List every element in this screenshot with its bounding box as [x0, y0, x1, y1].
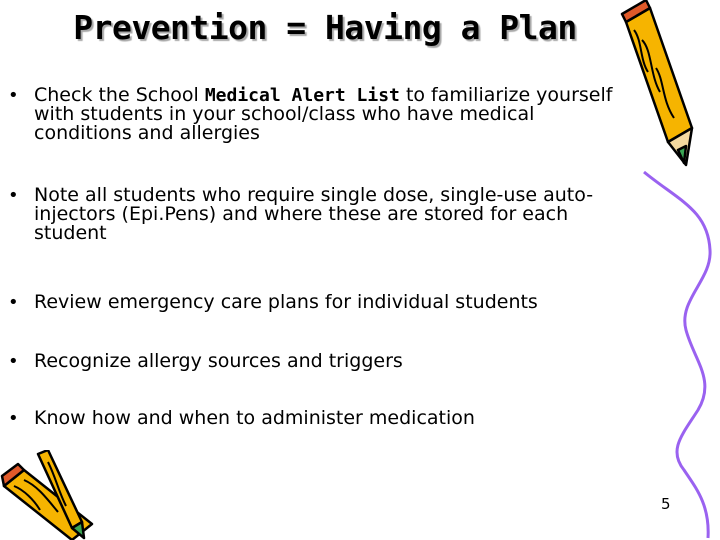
bullet-text: Check the School: [34, 84, 205, 106]
bullet-glyph: •: [8, 185, 19, 206]
bullet-text: Recognize allergy sources and triggers: [34, 350, 403, 372]
medical-alert-list-term: Medical Alert List: [204, 85, 400, 106]
bullet-item-care-plans: [8, 293, 633, 312]
pencil-bottom-left-icon: [0, 450, 115, 540]
bullet-text: Review emergency care plans for individual students: [34, 291, 538, 313]
bullet-text: to familiarize yourself with students in your school/class who have medical conditions and allergies: [34, 84, 613, 144]
page-number: 5: [661, 495, 671, 513]
bullet-item-medical-alert-list: [8, 86, 633, 143]
bullet-glyph: •: [8, 351, 19, 372]
bullet-glyph: •: [8, 408, 19, 429]
squiggle-line-icon: [638, 170, 720, 540]
page-title: Prevention = Having a Plan: [73, 8, 577, 47]
bullet-item-administer-medication: [8, 409, 633, 428]
bullet-item-allergy-sources: [8, 352, 633, 371]
bullet-text: Note all students who require single dose, single-use auto-injectors (Epi.Pens) and where these are stored for each student: [34, 184, 594, 244]
bullet-glyph: •: [8, 85, 19, 106]
bullet-text: Know how and when to administer medication: [34, 407, 475, 429]
bullet-item-auto-injectors: [8, 186, 633, 243]
bullet-glyph: •: [8, 292, 19, 313]
